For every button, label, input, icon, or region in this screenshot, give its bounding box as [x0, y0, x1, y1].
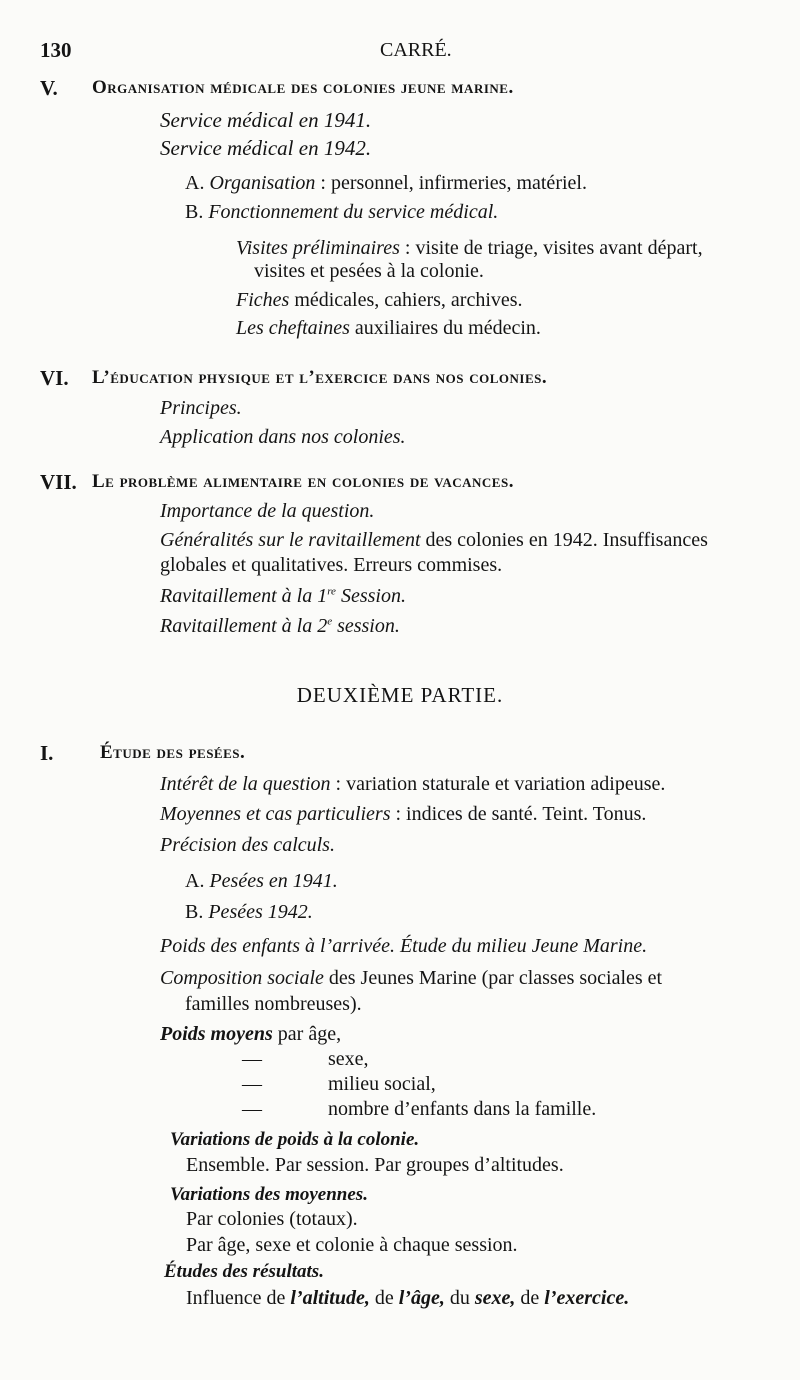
vii-line-2-italic: Généralités sur le ravitaillement: [160, 529, 421, 551]
dash-line-1-text: sexe,: [328, 1048, 369, 1070]
i-line-6-italic: Poids moyens: [160, 1023, 273, 1045]
cheftaines-italic: Les cheftaines: [236, 317, 350, 339]
section-v-item-a: [185, 171, 587, 195]
section-i-number: I.: [40, 741, 54, 765]
section-v-line-1: Service médical en 1941.: [160, 108, 372, 132]
section-i-line-2: [160, 802, 646, 826]
item-a-letter: A.: [185, 172, 205, 194]
vii-line-2-rest: des colonies en 1942. Insuffisances: [420, 529, 708, 551]
vii-line-4-sup: e: [327, 615, 333, 628]
item-a-italic: Organisation: [209, 172, 316, 194]
fiches-line: [236, 288, 523, 312]
section-v-line-2: Service médical en 1942.: [160, 136, 372, 160]
l9-h: l’exercice.: [544, 1287, 630, 1309]
section-i-heading: Étude des pesées.: [100, 742, 246, 763]
visites-continuation: visites et pesées à la colonie.: [254, 260, 484, 282]
i-item-b-letter: B.: [185, 901, 204, 923]
section-vi-heading: L’éducation physique et l’exercice dans nos colonies.: [92, 367, 548, 388]
section-v-item-b: [185, 200, 498, 224]
visites-italic: Visites préliminaires: [236, 237, 400, 259]
section-i-line-3: Précision des calculs.: [160, 834, 335, 856]
dash-line-1: [242, 1047, 369, 1071]
i-line-5-italic: Composition sociale: [160, 967, 324, 989]
cheftaines-line: [236, 316, 541, 340]
section-i-line-7: Variations de poids à la colonie.: [170, 1129, 420, 1150]
section-vi-line-2: Application dans nos colonies.: [160, 426, 406, 448]
vii-line-3-a: Ravitaillement à la 1: [160, 585, 328, 607]
section-vii-line-4: [160, 614, 400, 638]
section-vi-line-1: Principes.: [160, 397, 242, 419]
section-vii-number: VII.: [40, 470, 77, 494]
l9-f: sexe,: [474, 1287, 516, 1309]
dash-line-2-text: milieu social,: [328, 1073, 436, 1095]
i-line-6-rest: par âge,: [272, 1023, 342, 1045]
dash-line-3: [242, 1097, 596, 1121]
dash-line-3-text: nombre d’enfants dans la famille.: [328, 1098, 597, 1120]
l9-b: l’altitude,: [290, 1287, 370, 1309]
section-i-line-5-cont: familles nombreuses).: [185, 993, 362, 1015]
section-vii-line-2-cont: globales et qualitatives. Erreurs commises.: [160, 554, 503, 576]
fiches-italic: Fiches: [236, 289, 290, 311]
section-vii-line-2: [160, 528, 708, 552]
section-vii-heading: Le problème alimentaire en colonies de vacances.: [92, 471, 514, 492]
i-line-2-rest: : indices de santé. Teint. Tonus.: [390, 803, 647, 825]
vii-line-3-b: Session.: [335, 585, 406, 607]
page-number: 130: [40, 38, 72, 62]
vii-line-3-sup: re: [327, 585, 336, 598]
l9-e: du: [444, 1287, 475, 1309]
section-i-item-b: [185, 900, 313, 924]
vii-line-4-a: Ravitaillement à la 2: [160, 615, 328, 637]
i-item-a-letter: A.: [185, 870, 205, 892]
section-v-heading: Organisation médicale des colonies jeune marine.: [92, 77, 514, 98]
section-i-line-8-cont-1: Par colonies (totaux).: [186, 1208, 358, 1230]
section-i-line-5: [160, 966, 662, 990]
item-b-letter: B.: [185, 201, 204, 223]
dash-2: —: [242, 1073, 262, 1095]
section-i-line-9-cont: [186, 1286, 629, 1310]
visites-rest: : visite de triage, visites avant départ,: [399, 237, 703, 259]
section-vii-line-1: Importance de la question.: [160, 500, 375, 522]
dash-line-2: [242, 1072, 436, 1096]
section-i-line-1: [160, 772, 665, 796]
i-line-1-rest: : variation staturale et variation adipeuse.: [330, 773, 666, 795]
i-item-a-text: Pesées en 1941.: [209, 870, 338, 892]
visites-line: [236, 236, 703, 260]
running-title: CARRÉ.: [380, 39, 452, 61]
i-line-1-italic: Intérêt de la question: [160, 773, 331, 795]
l9-c: de: [369, 1287, 399, 1309]
section-i-line-7-cont: Ensemble. Par session. Par groupes d’altitudes.: [186, 1154, 564, 1176]
section-vii-line-3: [160, 584, 406, 608]
l9-a: Influence de: [186, 1287, 291, 1309]
i-line-5-rest: des Jeunes Marine (par classes sociales et: [323, 967, 663, 989]
section-i-line-8: Variations des moyennes.: [170, 1184, 368, 1205]
cheftaines-rest: auxiliaires du médecin.: [349, 317, 541, 339]
dash-3: —: [242, 1098, 262, 1120]
section-i-line-9: Études des résultats.: [164, 1261, 324, 1282]
section-i-line-8-cont-2: Par âge, sexe et colonie à chaque session.: [186, 1234, 518, 1256]
l9-d: l’âge,: [398, 1287, 445, 1309]
section-i-item-a: [185, 869, 338, 893]
item-b-italic: Fonctionnement du service médical.: [208, 201, 499, 223]
section-v-number: V.: [40, 76, 58, 100]
section-i-line-6: [160, 1022, 341, 1046]
vii-line-4-b: session.: [332, 615, 400, 637]
item-a-rest: : personnel, infirmeries, matériel.: [315, 172, 587, 194]
dash-1: —: [242, 1048, 262, 1070]
fiches-rest: médicales, cahiers, archives.: [289, 289, 523, 311]
section-vi-number: VI.: [40, 366, 69, 390]
i-line-2-italic: Moyennes et cas particuliers: [160, 803, 391, 825]
l9-g: de: [515, 1287, 545, 1309]
part-title: DEUXIÈME PARTIE.: [296, 683, 504, 707]
i-item-b-text: Pesées 1942.: [208, 901, 313, 923]
section-i-line-4: Poids des enfants à l’arrivée. Étude du milieu Jeune Marine.: [160, 935, 648, 957]
